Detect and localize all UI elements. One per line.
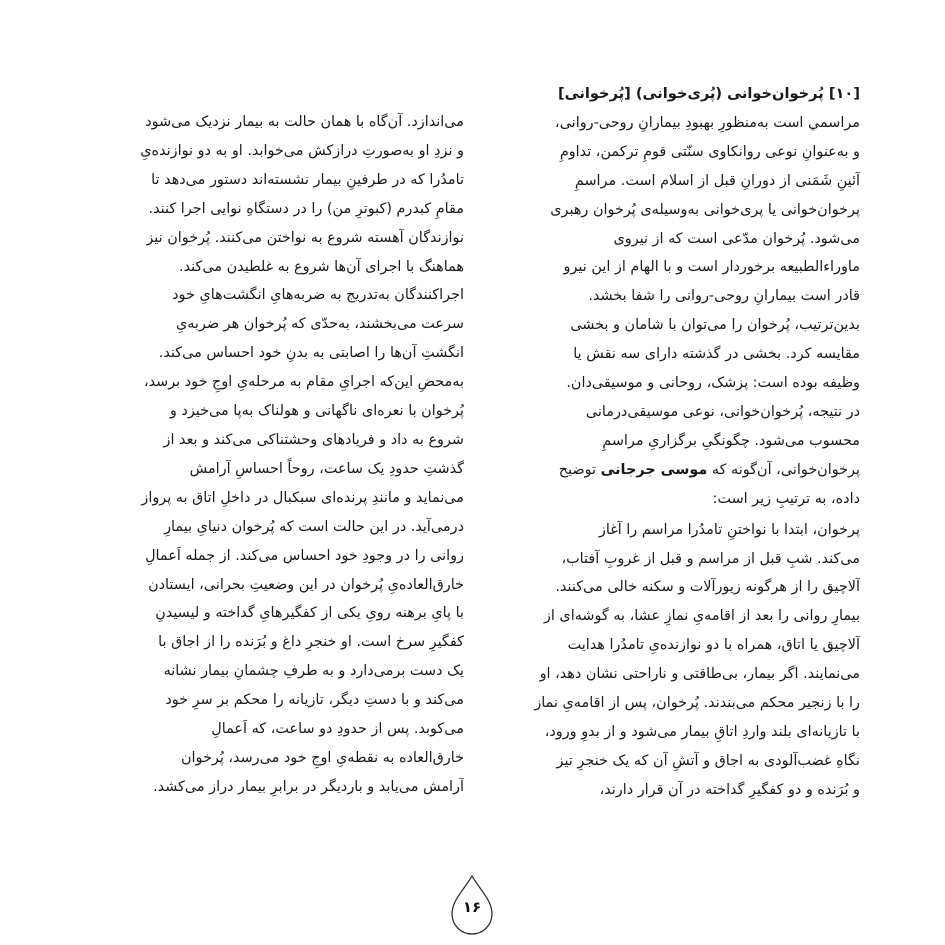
paragraph-line: و به‌عنوانِ نوعی روانکاوی سنّتی قومِ ترکمن، تداومِ xyxy=(559,143,860,160)
paragraph-line: نگاهِ غضب‌آلودی به اجاق و آتشِ آن که یک خنجرِ تیز xyxy=(556,752,860,769)
paragraph-line: را با زنجیر محکم می‌بندند. پُرخوان، پس از اقامه‌یِ نماز xyxy=(534,695,860,712)
paragraph-line: بدین‌ترتیب، پُرخوان را می‌توان با شامان و بخشی xyxy=(570,317,860,334)
paragraph-line: روانی را در وجودِ خود احساس می‌کند. از جمله اَعمالِ xyxy=(145,547,464,564)
paragraph-line: نوازندگان آهسته شروع به نواختن می‌کنند. پُرخوان نیز xyxy=(146,229,464,246)
page-number: ۱۶ xyxy=(462,898,482,916)
paragraph-line-with-name xyxy=(492,456,860,485)
paragraph-line: به‌محضِ این‌که اجرایِ مقام به مرحله‌یِ اوجِ خود برسد، xyxy=(143,374,464,391)
paragraph-line: هماهنگ با اجرای آن‌ها شروع به غلطیدن می‌کند. xyxy=(179,258,464,275)
paragraph-line: می‌اندازد. آن‌گاه با همان حالت به بیمار نزدیک می‌شود xyxy=(145,114,464,130)
paragraph-line: مراسمي است به‌منظورِ بهبودِ بیمارانِ روحی-روانی، xyxy=(555,114,860,131)
paragraph-line: می‌نماید و مانندِ پرنده‌ای سبکبال در داخلِ اتاق به پرواز xyxy=(141,489,464,506)
paragraph-line: آئینِ شَمَنی از دورانِ قبل از اسلام است. مراسمِ xyxy=(574,172,860,189)
right-column xyxy=(492,80,860,805)
paragraph-line: پُرخوان با نعره‌ای ناگهانی و هولناک به‌پا می‌خیزد و xyxy=(169,403,464,420)
paragraph-line: خارق‌العاده به نقطه‌یِ اوجِ خود می‌رسد، پُرخوان xyxy=(180,749,464,766)
paragraph-line: خارق‌العاده‌یِ پُرخوان در این وضعیتِ بحرانی، ایستادن xyxy=(148,576,464,593)
paragraph-line: مقایسه کرد. بخشی در گذشته دارای سه نقش یا xyxy=(573,346,860,363)
paragraph-line: کفگیرِ سرخ است. او خنجرِ داغ و بُرَنده را از اجاق با xyxy=(158,634,464,651)
paragraph-line: مقامِ کبدرم (کبوترِ من) را در دستگاهِ نوایی اجرا کنند. xyxy=(148,200,464,217)
left-column xyxy=(96,108,464,802)
paragraph-line: داده، به ترتیبِ زیر است: xyxy=(712,490,860,507)
section-heading: [۱۰] پُرخوان‌خوانی (پُری‌خوانی) [پُرخوانی] xyxy=(557,85,860,102)
paragraph-line: می‌کند. شبِ قبل از مراسم و قبل از غروبِ آفتاب، xyxy=(561,550,860,567)
paragraph-line: سرعت می‌بخشند، به‌حدّی که پُرخوان هر ضربه‌یِ xyxy=(175,316,464,333)
paragraph-line: می‌شود. پُرخوان مدّعی است که از نیروی xyxy=(613,230,860,247)
paragraph-line: تامدُرا که در طرفینِ بیمار نشسته‌اند دستور می‌دهد تا xyxy=(151,171,464,188)
paragraph-line: با تازیانه‌ای بلند واردِ اتاقِ بیمار می‌شود و از بدوِ ورود، xyxy=(544,723,860,740)
page-number-badge xyxy=(440,872,504,936)
paragraph-line: آلاچیق یا اتاق، همراه با دو نوازنده‌یِ تامدُرا هدایت xyxy=(567,637,860,654)
paragraph-line: آرامش می‌یابد و باردیگر در برابرِ بیمار دراز می‌کشد. xyxy=(153,778,464,795)
paragraph-line: ماوراءالطبیعه برخوردار است و با الهام از این نیرو xyxy=(563,259,860,276)
paragraph-line: و نزدِ او به‌صورتِ درازکش می‌خوابد. او به دو نوازنده‌یِ xyxy=(140,142,464,159)
paragraph-line: انگشتِ آن‌ها را اصابتی به بدنِ خود احساس می‌کند. xyxy=(158,345,464,362)
paragraph-line: یک دست برمی‌دارد و به طرفِ چشمانِ بیمار نشانه xyxy=(163,663,464,680)
line-suffix: توضیح xyxy=(558,461,601,478)
paragraph-line: وظیفه بوده است: پزشک، روحانی و موسیقی‌دان. xyxy=(566,375,860,392)
paragraph-line: پرخوان‌خوانی یا پری‌خوانی به‌وسیله‌ی پُرخوان رهبری xyxy=(550,201,860,218)
paragraph-line: می‌نمایند. اگر بیمار، بی‌طاقتی و ناراحتی نشان دهد، او xyxy=(539,666,860,683)
paragraph-line: در نتیجه، پُرخوان‌خوانی، نوعی موسیقی‌درمانی xyxy=(585,403,860,420)
paragraph-line: پرخوان، ابتدا با نواختنِ تامدُرا مراسم را آغاز xyxy=(598,521,860,538)
paragraph-line: قادر است بیمارانِ روحی-روانی را شفا بخشد. xyxy=(588,288,860,305)
paragraph-line: و بُرَنده و دو کفگیرِ گداخته در آن قرار دارند، xyxy=(599,781,860,798)
paragraph-line: بیمارِ روانی را بعد از اقامه‌یِ نمازِ عشا، به گوشه‌ای از xyxy=(543,608,860,625)
paragraph-line: درمی‌آید. در این حالت است که پُرخوان دنیایِ بیمارِ xyxy=(164,518,464,535)
paragraph-line: آلاچیق را از هرگونه زیورآلات و سکنه خالی می‌کنند. xyxy=(555,579,860,596)
paragraph-line: محسوب می‌شود. چگونگیِ برگزاریِ مراسمِ xyxy=(602,432,860,449)
paragraph-line: گذشتِ حدودِ یک ساعت، روحاً احساسِ آرامش xyxy=(189,460,464,477)
line-prefix: پرخوان‌خوانی، آن‌گونه که xyxy=(707,461,860,478)
paragraph-line: اجراکنندگان به‌تدریج به ضربه‌هایِ انگشت‌هایِ خود xyxy=(172,287,464,304)
paragraph-line: می‌کوبد. پس از حدودِ دو ساعت، که اَعمالِ xyxy=(211,721,464,738)
paragraph-line: می‌کند و با دستِ دیگر، تازیانه را محکم بر سرِ خود xyxy=(165,692,464,709)
author-name: موسی جرجانی xyxy=(600,461,708,478)
paragraph-line: با پایِ برهنه رویِ یکی از کفگیرهایِ گداخته و لیسیدنِ xyxy=(155,605,464,622)
paragraph-line: شروع به داد و فریادهای وحشتناکی می‌کند و بعد از xyxy=(163,431,464,448)
